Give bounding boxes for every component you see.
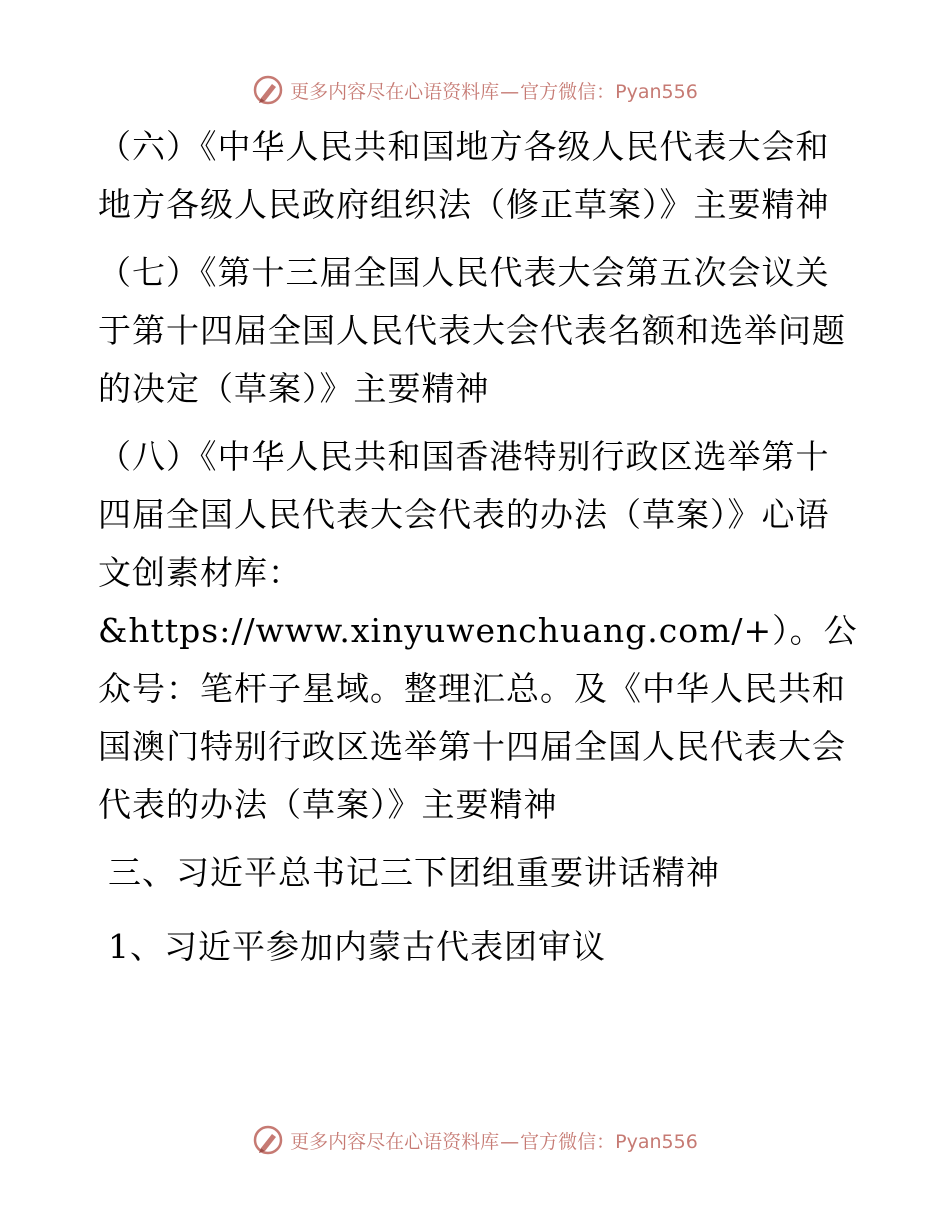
paragraph-6: （六）《中华人民共和国地方各级人民代表大会和地方各级人民政府组织法（修正草案）》主要精神: [98, 127, 830, 224]
pen-nib-logo-icon: [252, 74, 284, 106]
paragraph-7: （七）《第十三届全国人民代表大会第五次会议关于第十四届全国人民代表大会代表名额和选举问题的决定（草案）》主要精神: [98, 253, 846, 408]
document-body: [98, 118, 858, 992]
watermark-text: 更多内容尽在心语资料库—官方微信：Pyan556: [290, 1130, 698, 1153]
footer-watermark: [0, 1120, 950, 1160]
header-watermark: [0, 70, 950, 110]
subsection-heading-1: 1、习近平参加内蒙古代表团审议: [108, 927, 606, 966]
paragraph-8: （八）《中华人民共和国香港特别行政区选举第十四届全国人民代表大会代表的办法（草案）》心语文创素材库：&https://www.xinyuwenchuang.com/+）。公众号：笔杆子星域。整理汇总。及《中华人民共和国澳门特别行政区选举第十四届全国人民代表大会代表的办法（草案）》主要精神: [98, 437, 858, 824]
pen-nib-logo-icon: [252, 1124, 284, 1156]
section-heading-3: 三、习近平总书记三下团组重要讲话精神: [108, 853, 720, 892]
watermark-text: 更多内容尽在心语资料库—官方微信：Pyan556: [290, 80, 698, 103]
